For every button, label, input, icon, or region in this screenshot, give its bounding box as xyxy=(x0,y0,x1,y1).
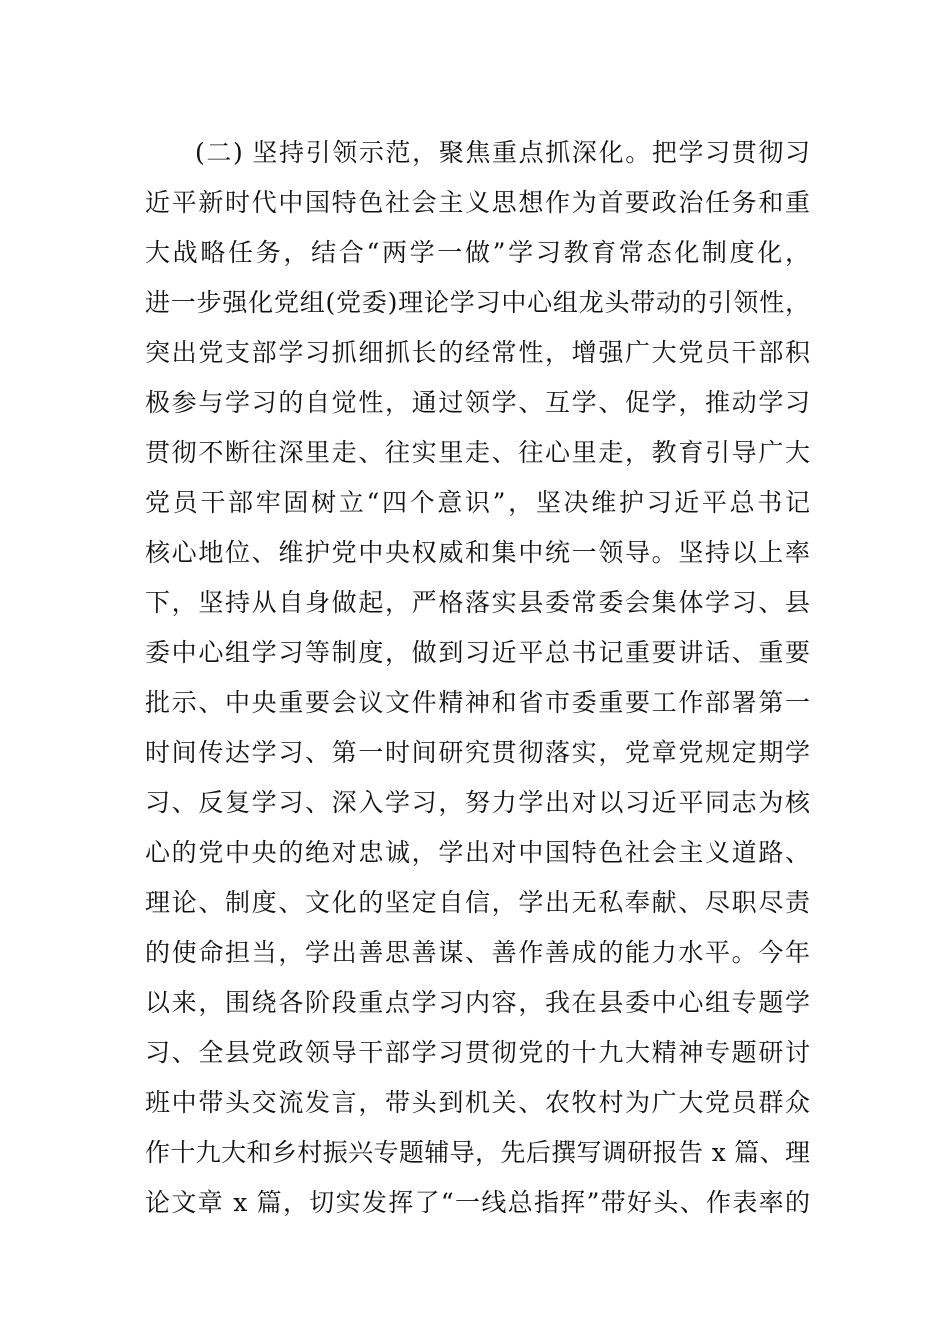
paragraph-line: 批示、中央重要会议文件精神和省市委重要工作部署第一 xyxy=(145,688,810,717)
paragraph-line: 作十九大和乡村振兴专题辅导，先后撰写调研报告 x 篇、理 xyxy=(145,1138,810,1167)
paragraph-line: 下，坚持从自身做起，严格落实县委常委会集体学习、县 xyxy=(145,588,810,617)
paragraph-line: 近平新时代中国特色社会主义思想作为首要政治任务和重 xyxy=(145,188,810,217)
paragraph-line: 大战略任务，结合“两学一做”学习教育常态化制度化， xyxy=(145,238,810,267)
paragraph-line: 极参与学习的自觉性，通过领学、互学、促学，推动学习 xyxy=(145,388,810,417)
paragraph-line: 习、反复学习、深入学习，努力学出对以习近平同志为核 xyxy=(145,788,810,817)
paragraph-line: 以来，围绕各阶段重点学习内容，我在县委中心组专题学 xyxy=(145,988,810,1017)
paragraph-line: 时间传达学习、第一时间研究贯彻落实，党章党规定期学 xyxy=(145,738,810,767)
paragraph-line: (二) 坚持引领示范，聚焦重点抓深化。把学习贯彻习 xyxy=(195,138,810,167)
body-paragraph xyxy=(145,128,810,1228)
paragraph-line: 的使命担当，学出善思善谋、善作善成的能力水平。今年 xyxy=(145,938,810,967)
paragraph-line: 贯彻不断往深里走、往实里走、往心里走，教育引导广大 xyxy=(145,438,810,467)
paragraph-line: 论文章 x 篇，切实发挥了“一线总指挥”带好头、作表率的 xyxy=(145,1188,810,1217)
paragraph-line: 班中带头交流发言，带头到机关、农牧村为广大党员群众 xyxy=(145,1088,810,1117)
paragraph-line: 进一步强化党组(党委)理论学习中心组龙头带动的引领性， xyxy=(145,288,810,317)
paragraph-line: 党员干部牢固树立“四个意识”，坚决维护习近平总书记 xyxy=(145,488,810,517)
paragraph-line: 心的党中央的绝对忠诚，学出对中国特色社会主义道路、 xyxy=(145,838,810,867)
paragraph-line: 理论、制度、文化的坚定自信，学出无私奉献、尽职尽责 xyxy=(145,888,810,917)
paragraph-line: 突出党支部学习抓细抓长的经常性，增强广大党员干部积 xyxy=(145,338,810,367)
paragraph-line: 委中心组学习等制度，做到习近平总书记重要讲话、重要 xyxy=(145,638,810,667)
paragraph-line: 核心地位、维护党中央权威和集中统一领导。坚持以上率 xyxy=(145,538,810,567)
paragraph-line: 习、全县党政领导干部学习贯彻党的十九大精神专题研讨 xyxy=(145,1038,810,1067)
